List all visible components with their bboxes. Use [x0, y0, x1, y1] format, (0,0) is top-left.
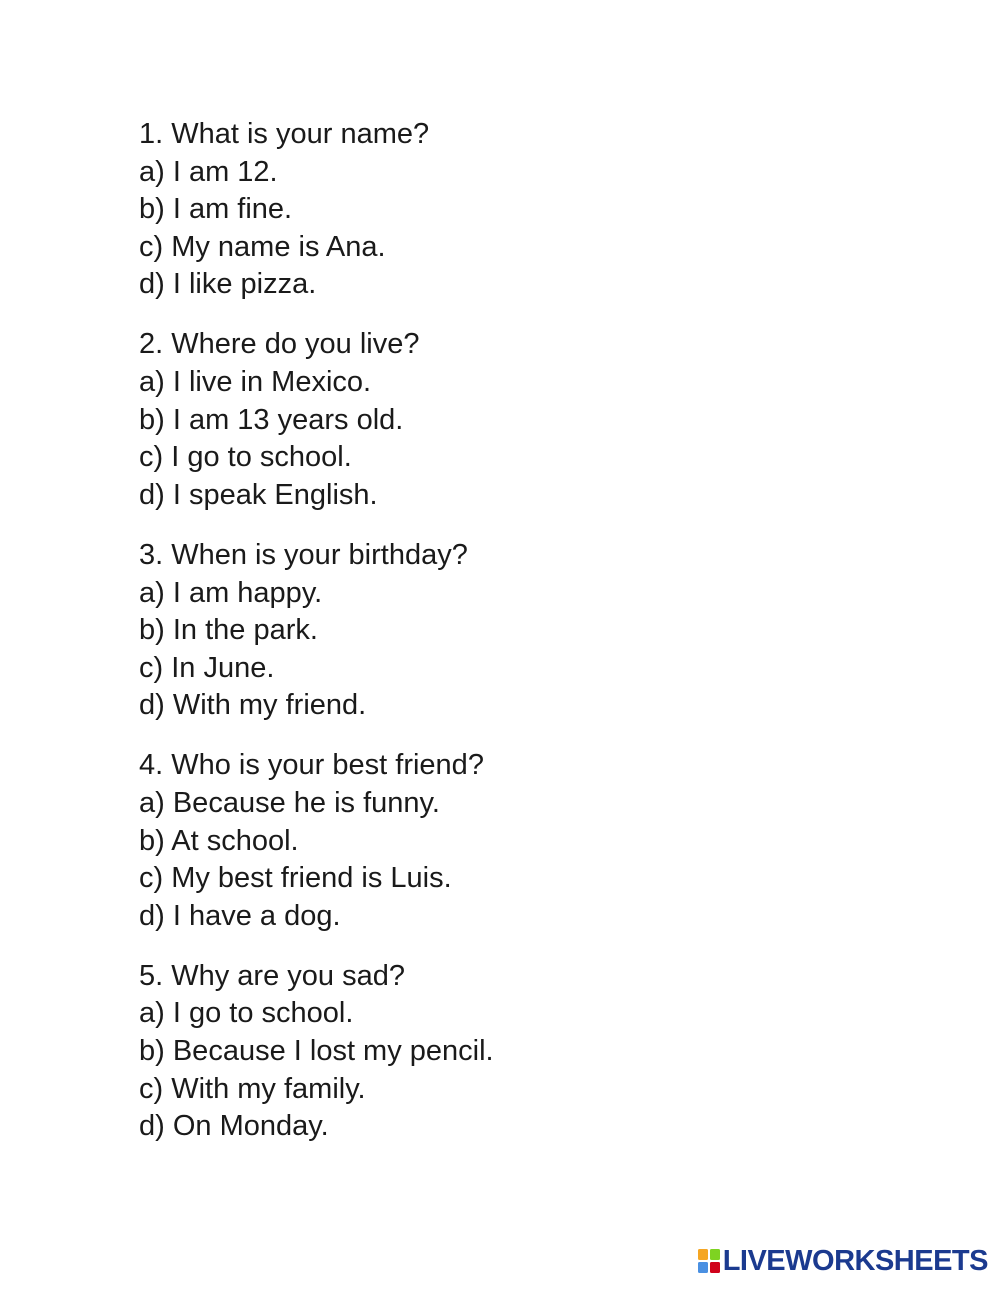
answer-option-b[interactable]: b) I am 13 years old.	[139, 403, 404, 436]
answer-option-a[interactable]: a) I live in Mexico.	[139, 366, 372, 399]
answer-option-a[interactable]: a) I am 12.	[139, 155, 278, 188]
answer-option-b[interactable]: b) At school.	[139, 824, 299, 857]
answer-option-d[interactable]: d) With my friend.	[139, 689, 367, 722]
answer-option-c[interactable]: c) My best friend is Luis.	[139, 862, 452, 895]
answer-option-b[interactable]: b) Because I lost my pencil.	[139, 1035, 494, 1068]
answer-option-b[interactable]: b) In the park.	[139, 614, 318, 647]
brand-name: LIVEWORKSHEETS	[722, 1245, 988, 1277]
worksheet	[139, 116, 899, 1168]
answer-option-b[interactable]: b) I am fine.	[139, 193, 293, 226]
question-1	[139, 116, 899, 304]
answer-option-a[interactable]: a) I go to school.	[139, 997, 354, 1030]
answer-option-c[interactable]: c) In June.	[139, 651, 275, 684]
question-2	[139, 326, 899, 514]
answer-option-a[interactable]: a) I am happy.	[139, 576, 323, 609]
liveworksheets-logo-icon	[698, 1249, 720, 1273]
answer-option-d[interactable]: d) I speak English.	[139, 478, 378, 511]
question-prompt: 2. Where do you live?	[139, 328, 420, 361]
question-4	[139, 747, 899, 935]
question-prompt: 1. What is your name?	[139, 118, 430, 150]
question-prompt: 3. When is your birthday?	[139, 538, 468, 571]
question-3	[139, 537, 899, 725]
question-prompt: 5. Why are you sad?	[139, 959, 405, 992]
answer-option-d[interactable]: d) On Monday.	[139, 1110, 329, 1143]
answer-option-c[interactable]: c) My name is Ana.	[139, 230, 386, 263]
answer-option-c[interactable]: c) With my family.	[139, 1072, 366, 1105]
answer-option-d[interactable]: d) I like pizza.	[139, 268, 317, 301]
answer-option-a[interactable]: a) Because he is funny.	[139, 787, 440, 819]
liveworksheets-brand[interactable]	[698, 1246, 988, 1276]
question-prompt: 4. Who is your best friend?	[139, 749, 484, 782]
answer-option-d[interactable]: d) I have a dog.	[139, 899, 341, 932]
answer-option-c[interactable]: c) I go to school.	[139, 441, 352, 474]
question-5	[139, 958, 899, 1146]
